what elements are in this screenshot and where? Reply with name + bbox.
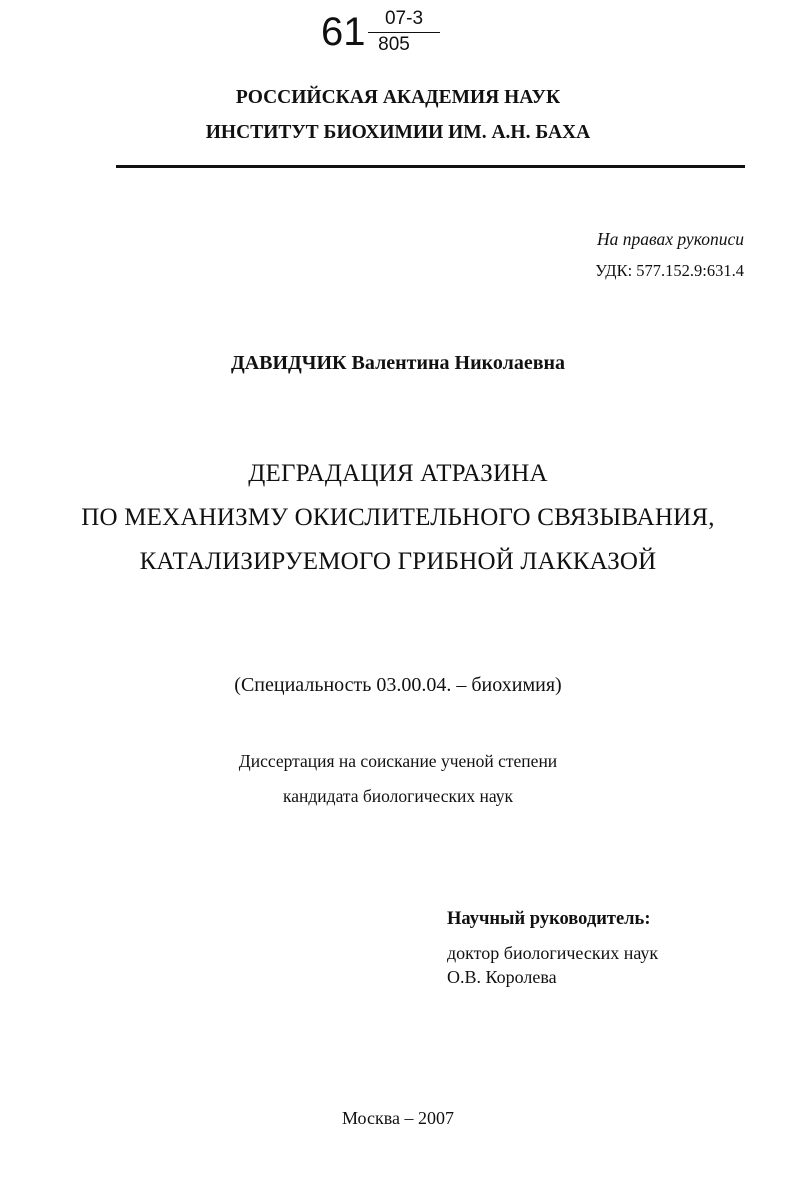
advisor-name: О.В. Королева (447, 967, 557, 987)
author-surname: ДАВИДЧИК (230, 352, 347, 374)
city-year: Москва – 2007 (342, 1108, 454, 1128)
udc-code: УДК: 577.152.9:631.4 (595, 261, 744, 280)
stamp-fraction-bar (368, 32, 440, 33)
advisor-heading: Научный руководитель: (447, 909, 651, 929)
stamp-numerator: 07-3 (384, 8, 424, 29)
manuscript-rights: На правах рукописи (597, 229, 744, 249)
academy-name: РОССИЙСКАЯ АКАДЕМИЯ НАУК (235, 87, 561, 108)
stamp-fraction (368, 8, 440, 56)
institute-name: ИНСТИТУТ БИОХИМИИ ИМ. А.Н. БАХА (205, 122, 591, 143)
stamp-denominator: 805 (378, 34, 410, 55)
author-given-names: Валентина Николаевна (346, 352, 566, 374)
title-line-1: ДЕГРАДАЦИЯ АТРАЗИНА (248, 460, 548, 487)
author-name (0, 350, 796, 376)
specialty: (Специальность 03.00.04. – биохимия) (234, 674, 562, 696)
advisor-degree: доктор биологических наук (447, 943, 659, 963)
stamp-number: 61 (321, 10, 366, 54)
title-line-2: ПО МЕХАНИЗМУ ОКИСЛИТЕЛЬНОГО СВЯЗЫВАНИЯ, (81, 504, 715, 531)
dissertation-line-1: Диссертация на соискание ученой степени (238, 751, 558, 771)
header-rule (116, 165, 745, 168)
title-line-3: КАТАЛИЗИРУЕМОГО ГРИБНОЙ ЛАККАЗОЙ (139, 548, 657, 575)
dissertation-line-2: кандидата биологических наук (283, 786, 513, 806)
